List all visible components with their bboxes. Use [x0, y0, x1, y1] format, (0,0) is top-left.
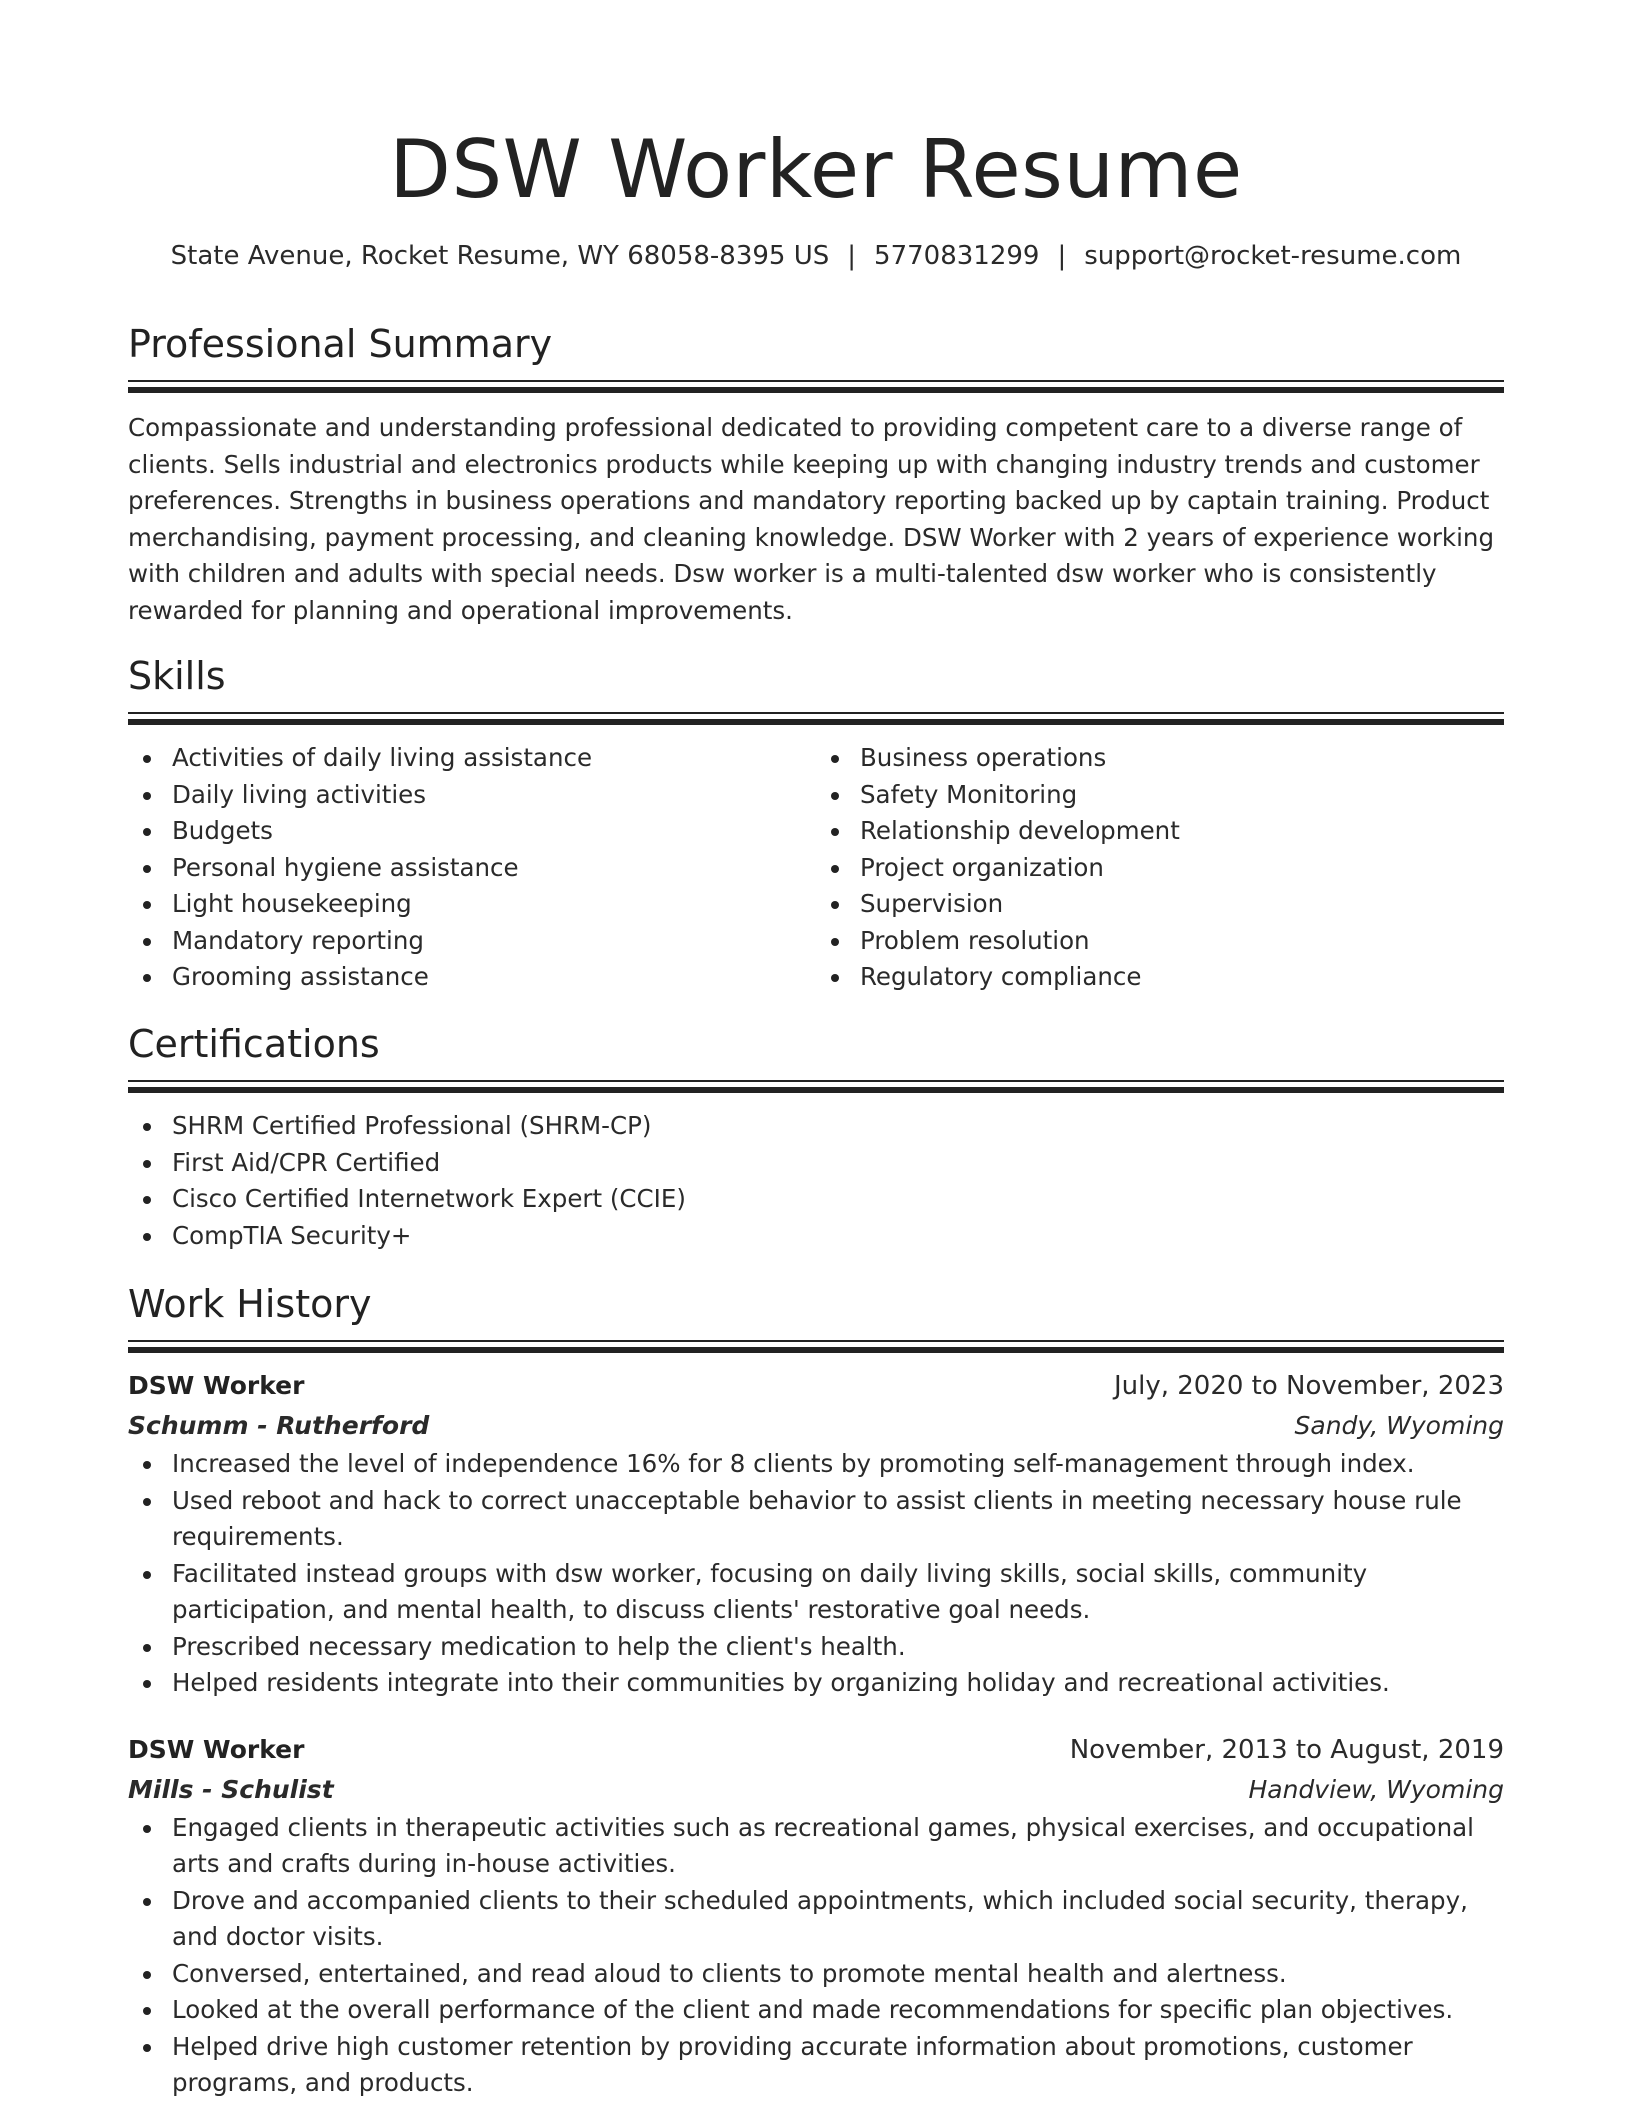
skills-heading: Skills — [128, 654, 226, 698]
job-company-row — [128, 1406, 1504, 1446]
job-bullet: Conversed, entertained, and read aloud to clients to promote mental health and alertness. — [172, 1956, 1504, 1993]
skill-item: Grooming assistance — [172, 959, 816, 996]
skill-item: Daily living activities — [172, 777, 816, 814]
job-title: DSW Worker — [128, 1734, 305, 1764]
certifications-list — [128, 1108, 1504, 1254]
skill-item: Regulatory compliance — [860, 959, 1504, 996]
job-bullets — [128, 1810, 1504, 2102]
job-dates: November, 2013 to August, 2019 — [1069, 1734, 1504, 1765]
job-bullet: Increased the level of independence 16% for 8 clients by promoting self-management through index. — [172, 1446, 1504, 1483]
skill-item: Personal hygiene assistance — [172, 850, 816, 887]
contact-separator: | — [847, 241, 857, 271]
certification-item: Cisco Certified Internetwork Expert (CCIE) — [172, 1181, 1504, 1218]
certification-item: First Aid/CPR Certified — [172, 1145, 1504, 1182]
section-divider — [128, 1080, 1504, 1094]
job-bullet: Engaged clients in therapeutic activities such as recreational games, physical exercises, and occupational arts and crafts during in-house activities. — [172, 1810, 1504, 1883]
skill-item: Supervision — [860, 886, 1504, 923]
skill-item: Business operations — [860, 740, 1504, 777]
contact-phone: 5770831299 — [874, 241, 1040, 271]
certification-item: SHRM Certified Professional (SHRM-CP) — [172, 1108, 1504, 1145]
resume-title: DSW Worker Resume — [389, 123, 1243, 216]
job-bullet: Prescribed necessary medication to help the client's health. — [172, 1629, 1504, 1666]
section-divider — [128, 1340, 1504, 1354]
certifications-section — [128, 1018, 1504, 1254]
job-company: Schumm - Rutherford — [128, 1411, 430, 1440]
certifications-heading: Certifications — [128, 1022, 380, 1066]
skill-item: Mandatory reporting — [172, 923, 816, 960]
skills-list-left — [128, 740, 816, 996]
job-header-row — [128, 1730, 1504, 1770]
job-bullet: Helped residents integrate into their communities by organizing holiday and recreational activities. — [172, 1665, 1504, 1702]
contact-separator: | — [1057, 241, 1067, 271]
summary-section — [128, 318, 1504, 629]
section-divider — [128, 712, 1504, 726]
skill-item: Project organization — [860, 850, 1504, 887]
job-bullet: Facilitated instead groups with dsw worker, focusing on daily living skills, social skills, community participation, and mental health, to discuss clients' restorative goal needs. — [172, 1556, 1504, 1629]
job-bullet: Drove and accompanied clients to their scheduled appointments, which included social security, therapy, and doctor visits. — [172, 1883, 1504, 1956]
skills-list-right — [816, 740, 1504, 996]
contact-line — [128, 238, 1504, 274]
job-location: Sandy, Wyoming — [1294, 1411, 1504, 1440]
skill-item: Light housekeeping — [172, 886, 816, 923]
skills-section — [128, 650, 1504, 996]
job-location: Handview, Wyoming — [1248, 1774, 1504, 1804]
job-title: DSW Worker — [128, 1371, 305, 1400]
skill-item: Safety Monitoring — [860, 777, 1504, 814]
work-history-heading: Work History — [128, 1282, 372, 1326]
skill-item: Budgets — [172, 813, 816, 850]
job-entry — [128, 1730, 1504, 2102]
skill-item: Activities of daily living assistance — [172, 740, 816, 777]
contact-email: support@rocket-resume.com — [1084, 241, 1462, 271]
certification-item: CompTIA Security+ — [172, 1218, 1504, 1255]
skill-item: Problem resolution — [860, 923, 1504, 960]
work-history-section — [128, 1278, 1504, 2102]
job-bullet: Looked at the overall performance of the client and made recommendations for specific plan objectives. — [172, 1992, 1504, 2029]
section-divider — [128, 380, 1504, 394]
job-dates: July, 2020 to November, 2023 — [1113, 1371, 1504, 1401]
job-entry — [128, 1366, 1504, 1702]
job-company: Mills - Schulist — [128, 1774, 334, 1804]
job-company-row — [128, 1770, 1504, 1810]
job-bullets — [128, 1446, 1504, 1702]
summary-heading: Professional Summary — [128, 322, 553, 366]
contact-address: State Avenue, Rocket Resume, WY 68058-8395 US — [170, 241, 830, 271]
job-header-row — [128, 1366, 1504, 1406]
job-bullet: Used reboot and hack to correct unacceptable behavior to assist clients in meeting necessary house rule requirements. — [172, 1483, 1504, 1556]
summary-text: Compassionate and understanding professional dedicated to providing competent care to a diverse range of clients. Sells industrial and electronics products while keeping up with changing industry trends and customer preferences. Strengths in business operations and mandatory reporting backed up by captain training. Product merchandising, payment processing, and cleaning knowledge. DSW Worker with 2 years of experience working with children and adults with special needs. Dsw worker is a multi-talented dsw worker who is consistently rewarded for planning and operational improvements. — [128, 413, 1494, 625]
job-bullet: Helped drive high customer retention by providing accurate information about promotions, customer programs, and products. — [172, 2029, 1504, 2102]
skill-item: Relationship development — [860, 813, 1504, 850]
skills-columns — [128, 740, 1504, 996]
